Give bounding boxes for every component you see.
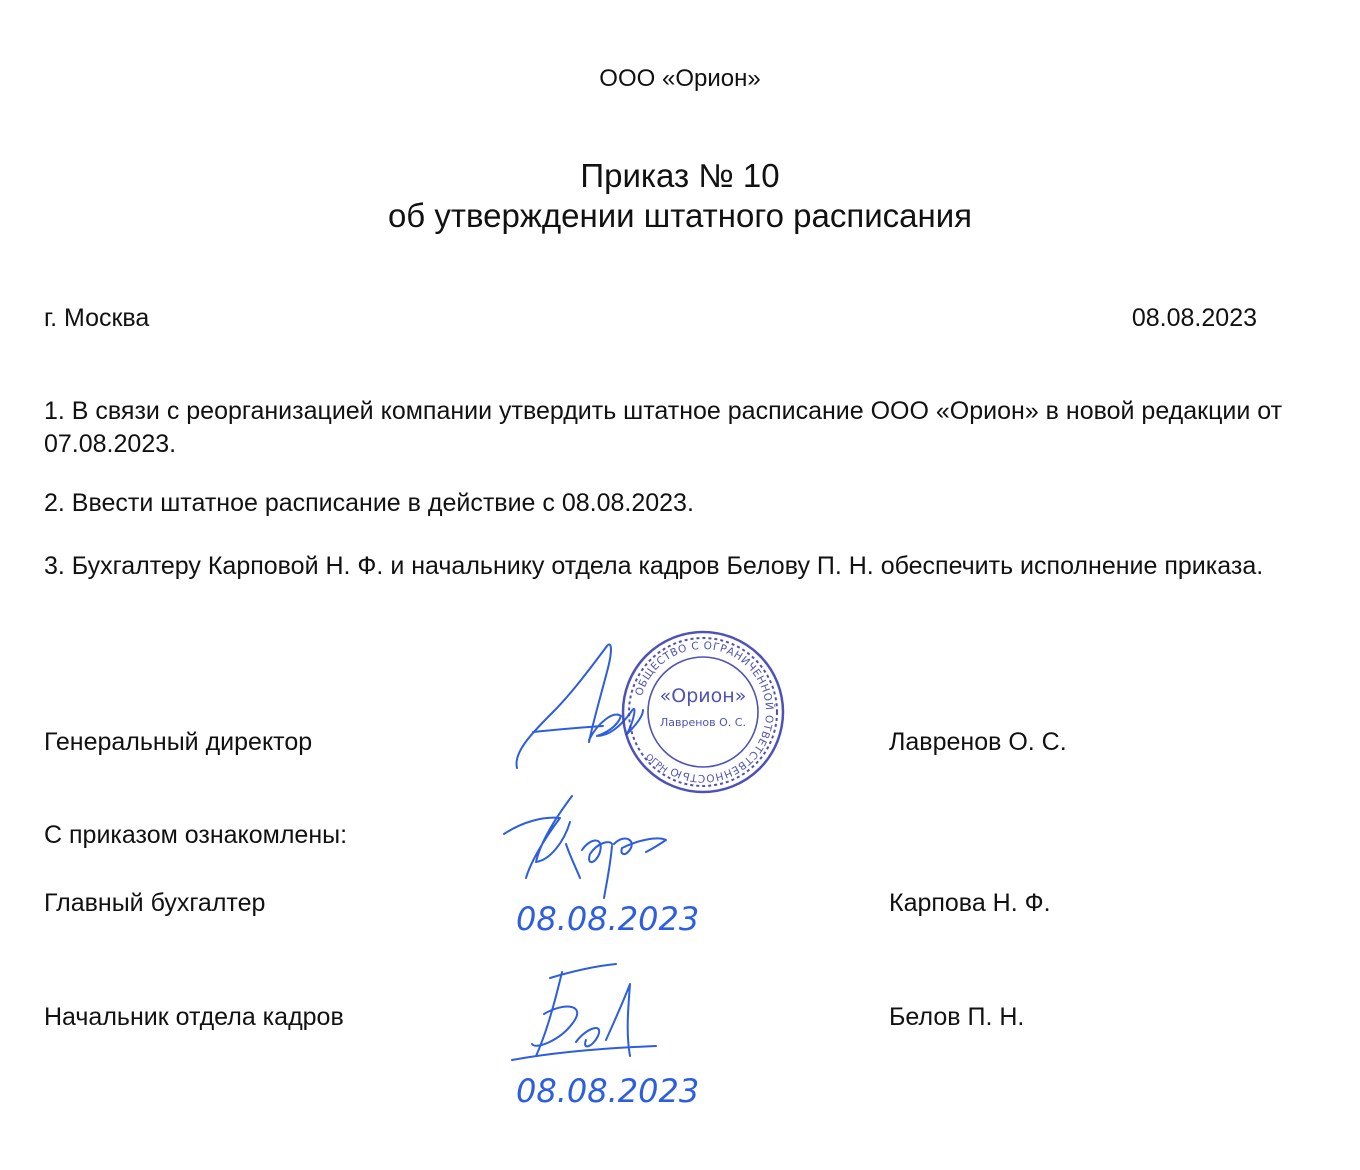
accountant-name: Карпова Н. Ф. [889, 889, 1051, 917]
organization-name: ООО «Орион» [599, 65, 761, 92]
city: г. Москва [44, 304, 150, 332]
stamp-ogrn-label: ОГРН [643, 752, 669, 776]
acknowledged-label: С приказом ознакомлены: [44, 821, 348, 849]
company-stamp [619, 628, 787, 796]
hr-sign-date: 08.08.2023 [516, 1072, 700, 1110]
director-position: Генеральный директор [44, 728, 313, 756]
hr-position: Начальник отдела кадров [44, 1003, 344, 1031]
accountant-signature [500, 782, 700, 938]
accountant-sign-date: 08.08.2023 [516, 900, 700, 938]
stamp-ring-text: ОБЩЕСТВО С ОГРАНИЧЕННОЙ ОТВЕТСТВЕННОСТЬЮ [633, 639, 776, 785]
paragraph-1: 1. В связи с реорганизацией компании утвердить штатное расписание ООО «Орион» в новой редакции от 07.08.2023. [44, 397, 1283, 458]
stamp-center-person: Лавренов О. С. [660, 716, 746, 729]
hr-signature [506, 958, 700, 1110]
order-subject: об утверждении штатного расписания [387, 197, 973, 234]
paragraph-3: 3. Бухгалтеру Карповой Н. Ф. и начальнику отдела кадров Белову П. Н. обеспечить исполнение приказа. [44, 552, 1264, 580]
order-number: Приказ № 10 [580, 157, 780, 194]
accountant-position: Главный бухгалтер [44, 889, 266, 917]
director-name: Лавренов О. С. [889, 728, 1067, 756]
order-date: 08.08.2023 [1131, 304, 1257, 332]
stamp-center-name: «Орион» [659, 685, 747, 707]
hr-name: Белов П. Н. [889, 1003, 1025, 1031]
paragraph-2: 2. Ввести штатное расписание в действие с 08.08.2023. [44, 489, 694, 517]
order-title [0, 156, 1360, 236]
